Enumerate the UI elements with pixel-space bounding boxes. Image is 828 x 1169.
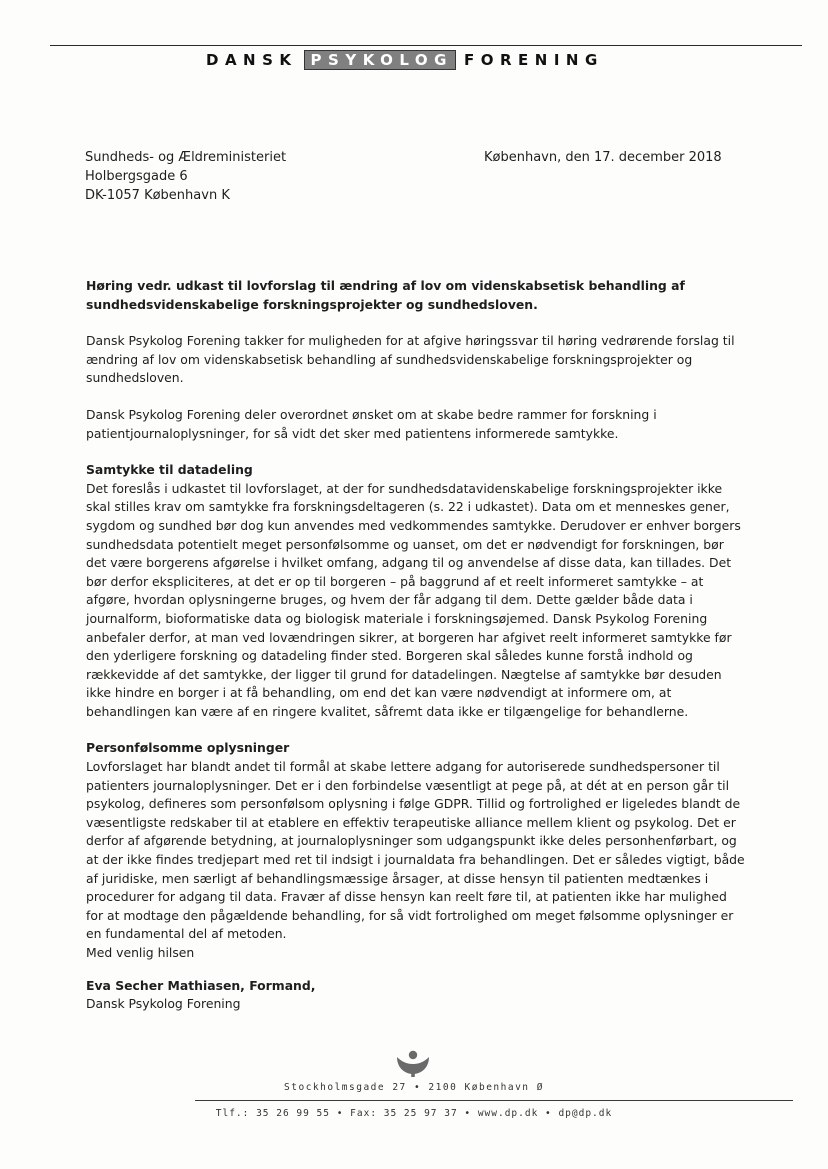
recipient-address	[85, 148, 286, 205]
header-rule	[50, 45, 802, 46]
dp-logo-icon	[394, 1048, 432, 1078]
letterhead-dansk: DANSK	[206, 51, 298, 69]
section-text: Det foreslås i udkastet til lovforslaget, at der for sundhedsdatavidenskabelige forskningsprojekter ikke skal stilles krav om samtykke fra forskningsdeltageren (s. 22 i udkastet). Data om et menneskes gener, sygdom og sundhed bør dog kun anvendes med vedkommendes samtykke. Derudover er enhver borgers sundhedsdata potentielt meget personfølsomme og uanset, om det er nødvendigt for forskningen, bør det være borgerens afgørelse i hvilket omfang, adgang til og anvendelse af disse data, kan tillades. Det bør derfor ekspliciteres, at det er op til borgeren – på baggrund af et reelt informeret samtykke – at afgøre, hvordan oplysningerne bruges, og hvem der får adgang til dem. Dette gælder både data i journalform, bioformatiske data og biologisk materiale i forskningsøjemed. Dansk Psykolog Forening anbefaler derfor, at man ved lovændringen sikrer, at borgeren har afgivet reelt informeret samtykke før den yderligere forskning og datadeling finder sted. Borgeren skal således kunne forstå indhold og rækkevidde af det samtykke, der ligger til grund for datadelingen. Nægtelse af samtykke bør desuden ikke hindre en borger i at få behandling, om end det kan være nødvendigt at informere om, at behandlingen kan være af en ringere kvalitet, såfremt data ikke er tilgængelige for behandlerne.	[86, 480, 741, 719]
letter-date: København, den 17. december 2018	[484, 150, 722, 165]
signature-name: Eva Secher Mathiasen, Formand,	[86, 977, 316, 993]
section-heading: Samtykke til datadeling	[86, 462, 253, 478]
recipient-line: Holbergsgade 6	[85, 169, 188, 184]
paragraph: Dansk Psykolog Forening deler overordnet ønsket om at skabe bedre rammer for forskning i patientjournaloplysninger, for så vidt det sker med patientens informerede samtykke.	[86, 406, 657, 441]
signature-block	[86, 977, 746, 1014]
footer-rule	[195, 1100, 793, 1101]
letterhead-psykolog: PSYKOLOG	[304, 50, 456, 70]
letterhead	[206, 49, 604, 71]
footer-address: Stockholmsgade 27 • 2100 København Ø	[284, 1082, 544, 1093]
letterhead-forening: FORENING	[464, 51, 604, 69]
subject-line: Høring vedr. udkast til lovforslag til ændring af lov om videnskabsetisk behandling af sundhedsvidenskabelige forskningsprojekter og sundhedsloven.	[86, 278, 685, 312]
signature-org: Dansk Psykolog Forening	[86, 996, 241, 1012]
section-heading: Personfølsomme oplysninger	[86, 740, 290, 756]
recipient-line: Sundheds- og Ældreministeriet	[85, 150, 287, 165]
letter-body	[86, 277, 746, 1014]
closing: Med venlig hilsen	[86, 945, 195, 960]
footer-contact: Tlf.: 35 26 99 55 • Fax: 35 25 97 37 • www.dp.dk • dp@dp.dk	[215, 1108, 613, 1119]
paragraph: Dansk Psykolog Forening takker for muligheden for at afgive høringssvar til høring vedrørende forslag til ændring af lov om videnskabsetisk behandling af sundhedsvidenskabelige forskningsprojekter og sundhedsloven.	[86, 333, 735, 386]
recipient-line: DK-1057 København K	[85, 188, 230, 203]
section-text: Lovforslaget har blandt andet til formål at skabe lettere adgang for autoriserede sundhedspersoner til patienters journaloplysninger. Det er i den forbindelse væsentligt at pege på, at dét at en person går til psykolog, defineres som personfølsom oplysning i følge GDPR. Tillid og fortrolighed er ligeledes blandt de væsentligste redskaber til at etablere en effektiv terapeutiske alliance mellem klient og psykolog. Det er derfor af afgørende betydning, at journaloplysninger som udgangspunkt ikke deles personhenførbart, og at der ikke findes tredjepart med ret til indsigt i journaldata fra behandlingen. Det er således vigtigt, både af juridiske, men særligt af behandlingsmæssige årsager, at disse hensyn til patienten medtænkes i procedurer for adgang til data. Fravær af disse hensyn kan reelt føre til, at patienten ikke har mulighed for at modtage den pågældende behandling, for så vidt fortrolighed om meget følsomme oplysninger er en fundamental del af metoden.	[86, 759, 745, 942]
